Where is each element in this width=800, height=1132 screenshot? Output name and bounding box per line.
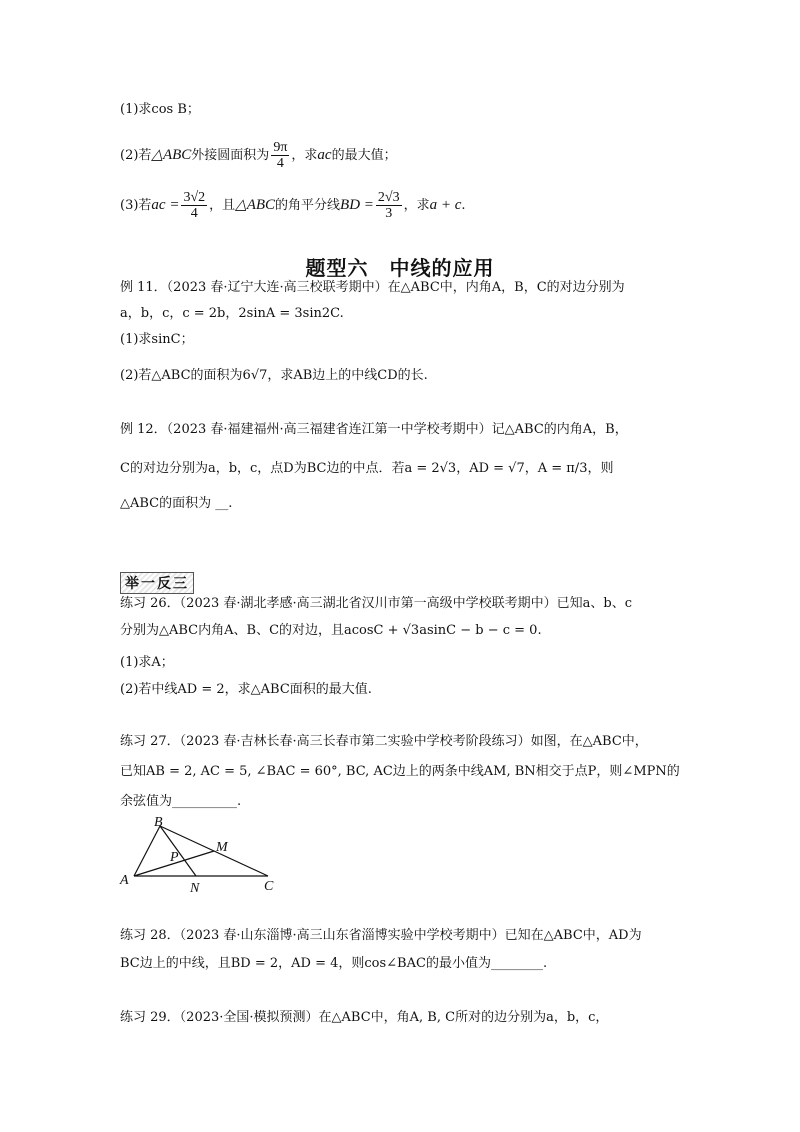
triangle-figure [118,816,298,896]
q2-fraction: $\frac{9\pi}{4}$ [273,140,288,171]
label-p: P [170,850,179,865]
q1-line: (1)求cos B； [120,102,200,117]
ex26-line-1: 练习 26．（2023 春·湖北孝感·高三湖北省汉川市第一高级中学校联考期中）已知a、b、c [120,596,633,611]
ex11-line-3: (1)求sinC； [120,332,194,347]
ex26-line-2: 分别为△ABC内角A、B、C的对边，且acosC + √3asinC − b − c = 0. [120,623,542,638]
label-b: B [154,816,163,830]
ex12-line-1: 例 12．（2023 春·福建福州·高三福建省连江第一中学校考期中）记△ABC的内角A，B， [120,422,628,437]
q3-line: (3)若ac = $\frac{3√2}{4}$ ，且△ABC的角平分线BD = $\frac{2√3}{3}$ ，求a + c. [120,190,466,221]
q3-fraction-1: $\frac{3√2}{4}$ [183,190,206,221]
q2-ac: ac [317,147,332,163]
ex11-line-2: a，b，c，c = 2b，2sinA = 3sin2C. [120,306,344,321]
practice-tag: 举一反三 [120,572,194,594]
ex26-line-4: (2)若中线AD = 2，求△ABC面积的最大值. [120,682,372,697]
label-n: N [190,881,200,896]
q2-text: 外接圆面积为 [191,148,270,163]
ex27-line-3: 余弦值为__________. [120,794,242,809]
ex28-line-2: BC边上的中线，且BD = 2，AD = 4，则cos∠BAC的最小值为________. [120,956,548,971]
ex26-line-3: (1)求A； [120,655,174,670]
ex29-line-1: 练习 29．（2023·全国·模拟预测）在△ABC中，角A, B, C所对的边分别为a，b，c， [120,1010,609,1025]
q2-triangle: △ABC [151,147,192,163]
ex27-line-2: 已知AB = 2, AC = 5, ∠BAC = 60°, BC, AC边上的两条中线AM, BN相交于点P，则∠MPN的 [120,764,680,779]
label-m: M [216,840,228,855]
ex27-line-1: 练习 27．（2023 春·吉林长春·高三长春市第二实验中学校考阶段练习）如图，在△ABC中， [120,734,648,749]
q3-fraction-2: $\frac{2√3}{3}$ [377,190,400,221]
ex11-line-4: (2)若△ABC的面积为6√7，求AB边上的中线CD的长. [120,368,428,383]
ex12-line-3: △ABC的面积为 __. [120,496,233,511]
ex12-line-2: C的对边分别为a，b，c，点D为BC边的中点．若a = 2√3，AD = √7，A = π/3，则 [120,461,614,476]
q2-line: (2)若△ABC外接圆面积为 $\frac{9\pi}{4}$ ，求ac的最大值； [120,140,397,171]
label-c: C [264,879,274,894]
q2-prefix: (2)若 [120,148,152,163]
label-a: A [120,873,129,888]
ex28-line-1: 练习 28．（2023 春·山东淄博·高三山东省淄博实验中学校考期中）已知在△ABC中，AD为 [120,928,642,943]
ex11-line-1: 例 11．（2023 春·辽宁大连·高三校联考期中）在△ABC中，内角A，B，C的对边分别为 [120,280,625,295]
section-heading: 题型六 中线的应用 [305,256,495,280]
